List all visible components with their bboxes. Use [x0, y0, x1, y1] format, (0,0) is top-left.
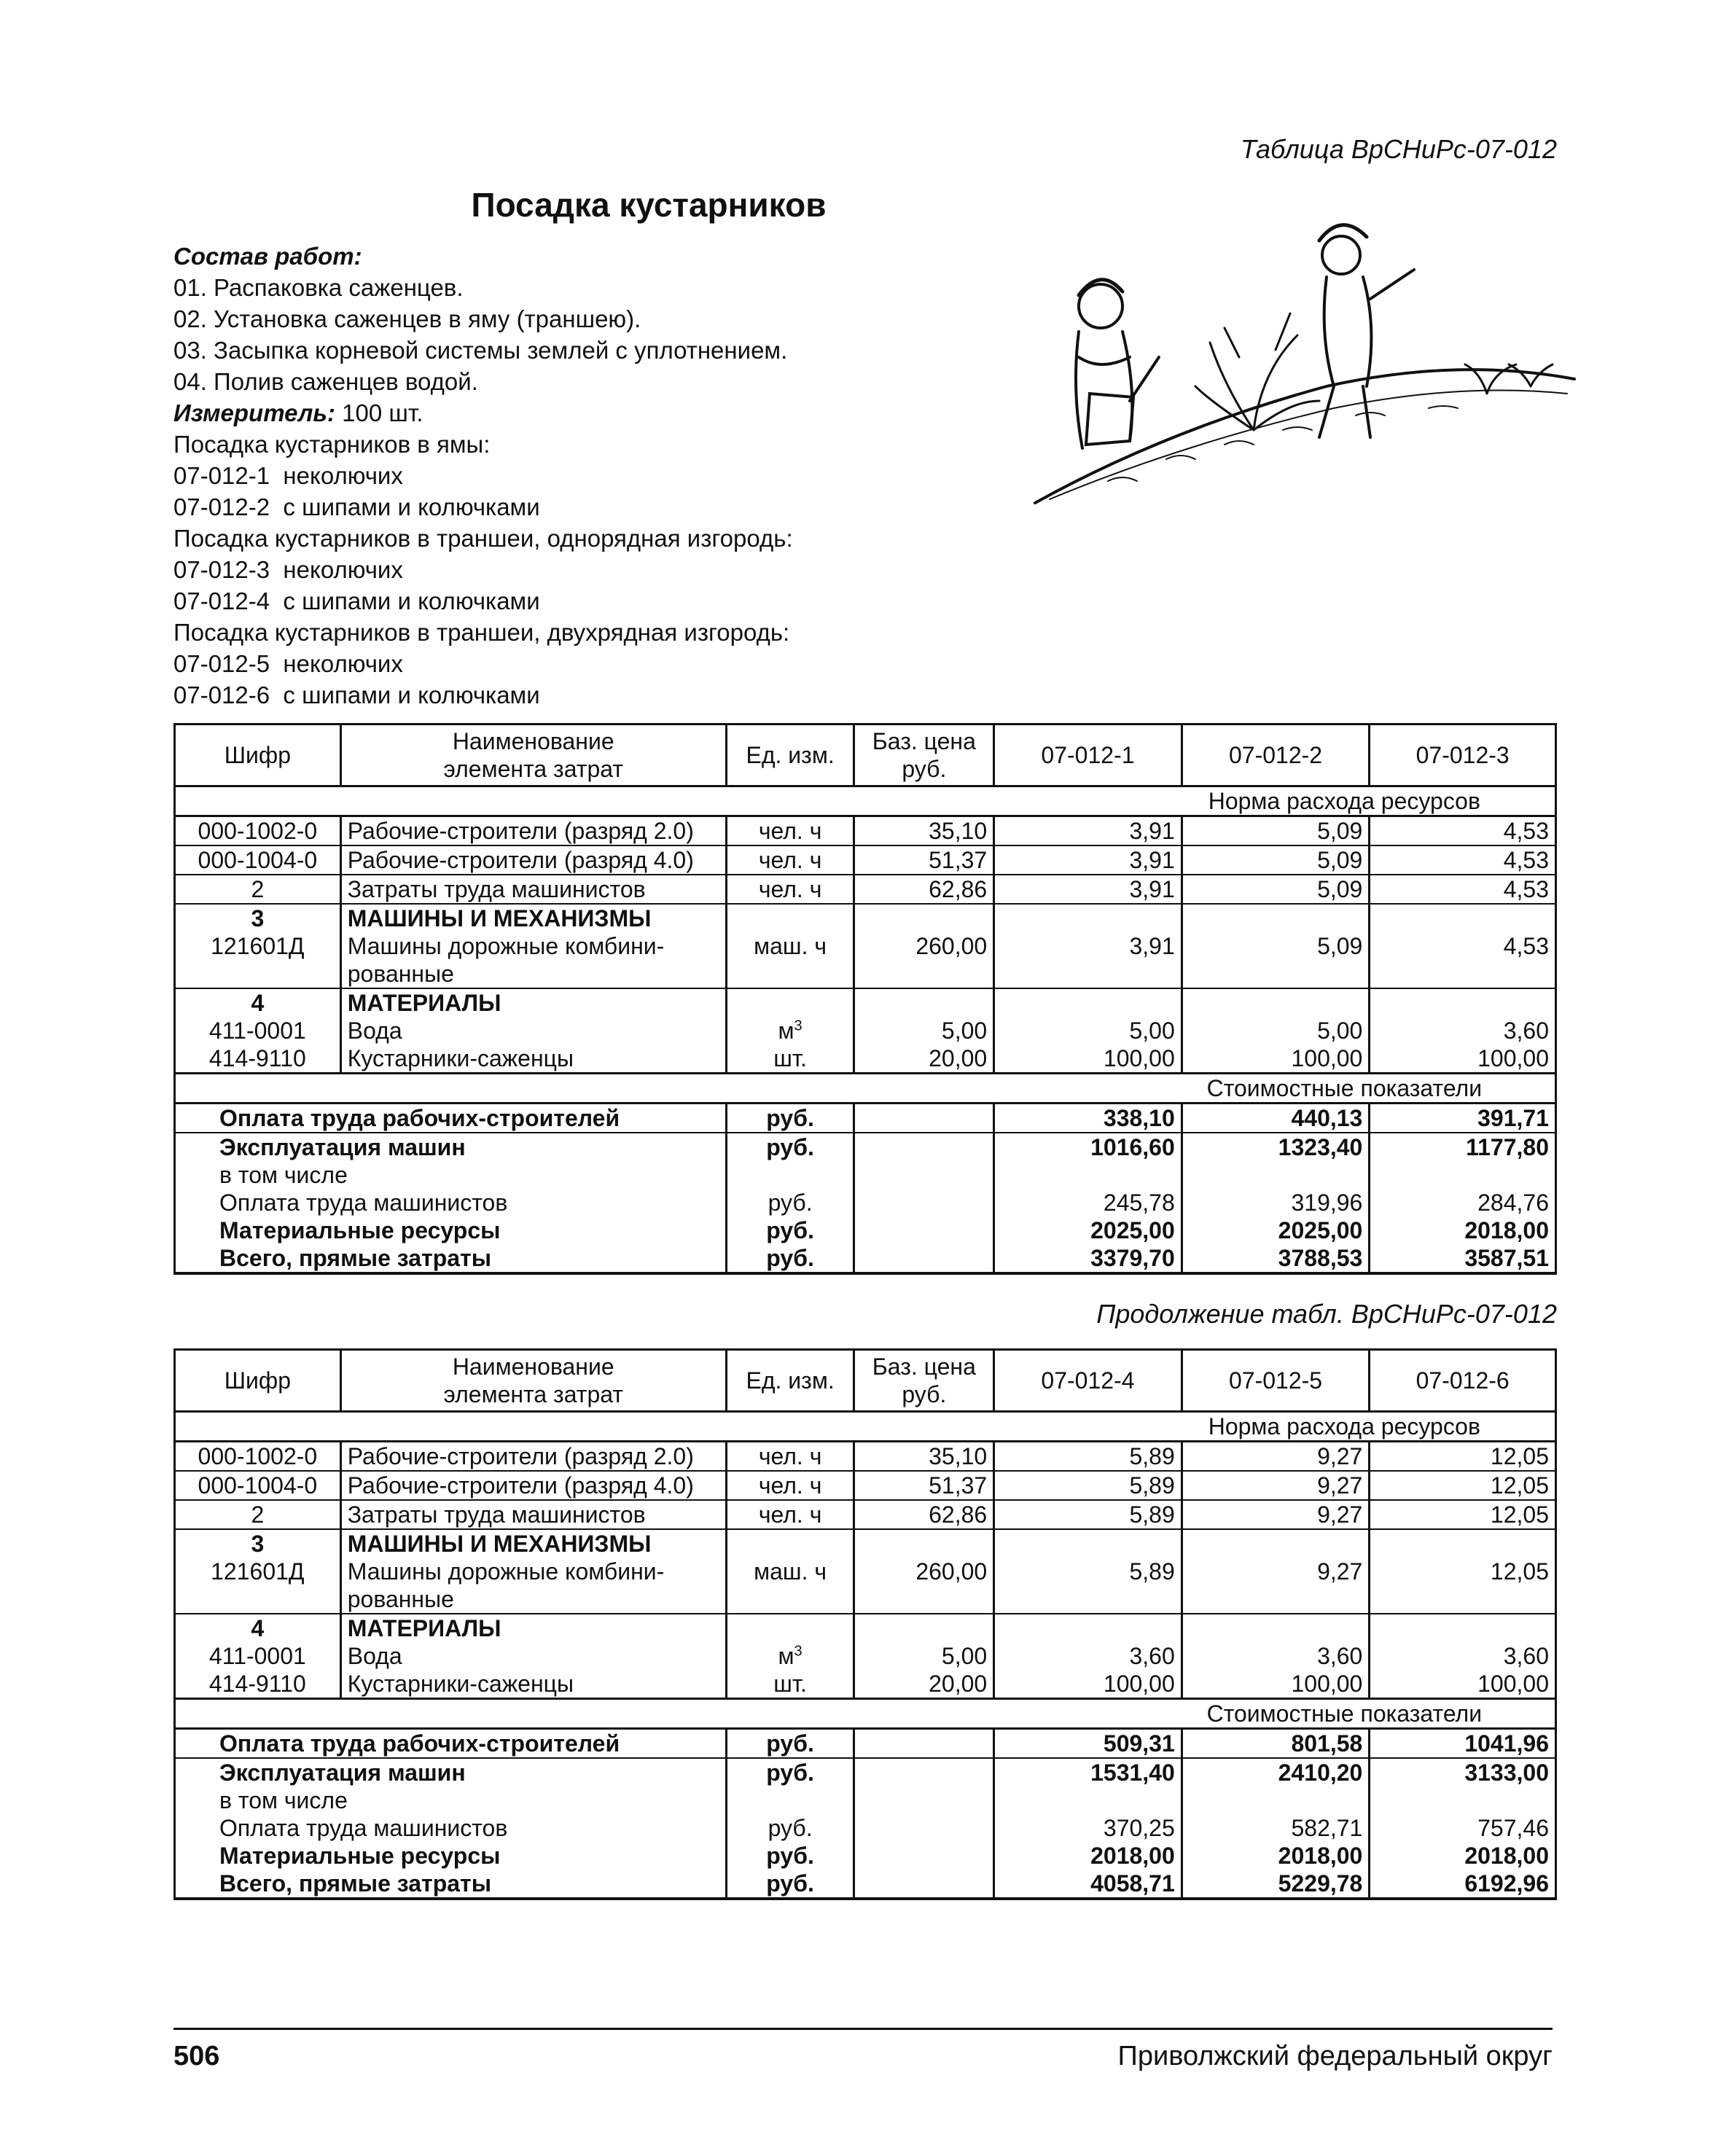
row-unit: чел. ч [726, 816, 854, 846]
row-name [340, 988, 726, 1044]
cost-value: 440,13 [1182, 1104, 1370, 1133]
row-unit: маш. ч [726, 904, 854, 988]
row-unit: шт. [726, 1670, 854, 1699]
cost-value: 3587,51 [1370, 1244, 1556, 1273]
cost-value: 2025,00 [1182, 1216, 1370, 1244]
row-name: Рабочие-строители (разряд 2.0) [340, 1442, 726, 1472]
cost-value: 2025,00 [994, 1216, 1182, 1244]
cost-value: 391,71 [1370, 1104, 1556, 1133]
row-value: 3,60 [1370, 1614, 1556, 1670]
col-price-line2: руб. [902, 1381, 947, 1407]
row-code: 000-1002-0 [175, 1442, 341, 1472]
row-price: 51,37 [854, 1471, 994, 1500]
row-value: 4,53 [1370, 904, 1556, 988]
cost-value: 319,96 [1182, 1189, 1370, 1216]
row-value: 3,60 [1182, 1614, 1370, 1670]
cost-row [175, 1814, 1556, 1842]
row-value: 5,09 [1182, 904, 1370, 988]
intro-line: 07-012-2 с шипами и колючками [173, 493, 540, 520]
row-code [175, 904, 341, 988]
cost-name: в том числе [175, 1786, 727, 1814]
table-row [175, 816, 1556, 846]
row-value: 3,91 [994, 904, 1182, 988]
col-variant: 07-012-1 [994, 724, 1182, 786]
row-value: 100,00 [1182, 1670, 1370, 1699]
cost-unit: руб. [726, 1104, 854, 1133]
row-price: 35,10 [854, 816, 994, 846]
row-name [340, 1529, 726, 1614]
row-unit: чел. ч [726, 875, 854, 904]
machine-name-line2: рованные [347, 961, 454, 987]
step-item: 01. Распаковка саженцев. [173, 274, 464, 301]
cost-row [175, 1842, 1556, 1870]
unit-sup: 3 [794, 1643, 803, 1660]
cost-row [175, 1786, 1556, 1814]
cost-name: в том числе [175, 1161, 727, 1189]
material-code: 411-0001 [208, 1643, 306, 1669]
cost-row [175, 1729, 1556, 1759]
row-value: 5,00 [994, 988, 1182, 1044]
cost-value: 245,78 [994, 1189, 1182, 1216]
resource-table-1 [173, 723, 1557, 1275]
row-code: 2 [175, 1500, 341, 1529]
row-value: 12,05 [1370, 1529, 1556, 1614]
intro-line: Посадка кустарников в ямы: [173, 431, 491, 458]
cost-value: 2018,00 [1370, 1842, 1556, 1870]
col-variant: 07-012-3 [1370, 724, 1556, 786]
cost-value: 1177,80 [1370, 1133, 1556, 1161]
header-row [175, 1350, 1556, 1412]
row-name: Затраты труда машинистов [340, 875, 726, 904]
row-code: 000-1004-0 [175, 1471, 341, 1500]
machine-name-line1: Машины дорожные комбини- [347, 933, 665, 959]
cost-unit: руб. [726, 1189, 854, 1216]
cost-name: Оплата труда машинистов [175, 1189, 727, 1216]
cost-value: 370,25 [994, 1814, 1182, 1842]
row-price: 5,00 [854, 1614, 994, 1670]
machine-name-line1: Машины дорожные комбини- [347, 1558, 665, 1585]
row-unit [726, 988, 854, 1044]
group-name: МАШИНЫ И МЕХАНИЗМЫ [347, 1531, 652, 1557]
cost-value: 6192,96 [1370, 1870, 1556, 1899]
row-name [340, 1614, 726, 1670]
row-price: 260,00 [854, 1529, 994, 1614]
table-row [175, 1529, 1556, 1614]
row-price: 51,37 [854, 845, 994, 875]
row-unit: чел. ч [726, 1500, 854, 1529]
section-norm-row [175, 1412, 1556, 1442]
cost-unit: руб. [726, 1870, 854, 1899]
row-value: 5,09 [1182, 875, 1370, 904]
intro-line: 07-012-5 неколючих [173, 650, 403, 677]
cost-name: Эксплуатация машин [175, 1133, 727, 1161]
col-unit: Ед. изм. [726, 724, 854, 786]
row-value: 3,91 [994, 816, 1182, 846]
row-value: 100,00 [994, 1044, 1182, 1074]
row-value: 9,27 [1182, 1442, 1370, 1472]
row-code: 000-1002-0 [175, 816, 341, 846]
machine-code: 121601Д [211, 933, 305, 959]
row-price: 5,00 [854, 988, 994, 1044]
row-value: 3,91 [994, 845, 1182, 875]
col-variant: 07-012-2 [1182, 724, 1370, 786]
unit-text: м [778, 1018, 794, 1044]
col-name [340, 1350, 726, 1412]
row-code [175, 1529, 341, 1614]
unit-text: м [778, 1643, 794, 1669]
cost-row [175, 1189, 1556, 1216]
header-row [175, 724, 1556, 786]
col-name [340, 724, 726, 786]
section-cost-row [175, 1074, 1556, 1104]
table-row [175, 1471, 1556, 1500]
cost-name: Оплата труда машинистов [175, 1814, 727, 1842]
row-value: 5,00 [1182, 988, 1370, 1044]
row-name: Затраты труда машинистов [340, 1500, 726, 1529]
cost-value: 5229,78 [1182, 1870, 1370, 1899]
row-unit: шт. [726, 1044, 854, 1074]
row-value: 5,89 [994, 1471, 1182, 1500]
col-price [854, 1350, 994, 1412]
col-name-line1: Наименование [452, 1354, 614, 1380]
cost-row [175, 1870, 1556, 1899]
group-code: 4 [251, 1615, 265, 1641]
intro-line: 07-012-6 с шипами и колючками [173, 681, 540, 708]
cost-value: 4058,71 [994, 1870, 1182, 1899]
row-code: 414-9110 [175, 1670, 341, 1699]
col-name-line2: элемента затрат [443, 756, 623, 782]
col-variant: 07-012-4 [994, 1350, 1182, 1412]
row-price: 62,86 [854, 1500, 994, 1529]
cost-value: 801,58 [1182, 1729, 1370, 1759]
row-value: 5,09 [1182, 845, 1370, 875]
cost-value: 2018,00 [1182, 1842, 1370, 1870]
cost-value: 3379,70 [994, 1244, 1182, 1273]
row-value: 100,00 [994, 1670, 1182, 1699]
intro-line: 07-012-4 с шипами и колючками [173, 587, 540, 614]
resource-table-2 [173, 1348, 1557, 1900]
row-name: Рабочие-строители (разряд 4.0) [340, 1471, 726, 1500]
col-price [854, 724, 994, 786]
meter-value: 100 шт. [335, 399, 423, 426]
table-row [175, 904, 1556, 988]
table-row [175, 875, 1556, 904]
cost-unit: руб. [726, 1758, 854, 1786]
col-code: Шифр [175, 1350, 341, 1412]
cost-value: 3133,00 [1370, 1758, 1556, 1786]
row-value: 100,00 [1370, 1044, 1556, 1074]
row-value: 12,05 [1370, 1500, 1556, 1529]
row-name: Кустарники-саженцы [340, 1044, 726, 1074]
step-item: 02. Установка саженцев в яму (траншею). [173, 305, 641, 332]
row-value: 4,53 [1370, 845, 1556, 875]
col-name-line2: элемента затрат [443, 1381, 623, 1407]
section-cost-label: Стоимостные показатели [994, 1699, 1556, 1729]
intro-line: Посадка кустарников в траншеи, двухрядная изгородь: [173, 619, 790, 646]
unit-sup: 3 [794, 1018, 803, 1034]
col-price-line2: руб. [902, 756, 947, 782]
section-cost-row [175, 1699, 1556, 1729]
row-price: 62,86 [854, 875, 994, 904]
cost-unit: руб. [726, 1244, 854, 1273]
step-item: 04. Полив саженцев водой. [173, 368, 478, 395]
cost-value: 3788,53 [1182, 1244, 1370, 1273]
cost-value: 2410,20 [1182, 1758, 1370, 1786]
cost-value: 582,71 [1182, 1814, 1370, 1842]
row-code: 000-1004-0 [175, 845, 341, 875]
row-value: 3,60 [1370, 988, 1556, 1044]
gardeners-illustration [1020, 211, 1582, 510]
row-value: 100,00 [1370, 1670, 1556, 1699]
step-item: 03. Засыпка корневой системы землей с уплотнением. [173, 337, 788, 364]
col-unit: Ед. изм. [726, 1350, 854, 1412]
cost-value: 1041,96 [1370, 1729, 1556, 1759]
row-name: Рабочие-строители (разряд 4.0) [340, 845, 726, 875]
cost-name: Всего, прямые затраты [175, 1244, 727, 1273]
cost-value: 338,10 [994, 1104, 1182, 1133]
table-label: Таблица ВрСНиРс-07-012 [1240, 134, 1557, 164]
col-variant: 07-012-6 [1370, 1350, 1556, 1412]
cost-name: Эксплуатация машин [175, 1758, 727, 1786]
cost-unit: руб. [726, 1814, 854, 1842]
row-value: 5,89 [994, 1442, 1182, 1472]
cost-row [175, 1758, 1556, 1786]
intro-line: 07-012-1 неколючих [173, 462, 403, 489]
row-code [175, 1614, 341, 1670]
row-unit: чел. ч [726, 1471, 854, 1500]
row-unit: чел. ч [726, 845, 854, 875]
col-price-line1: Баз. цена [872, 1354, 976, 1380]
group-code: 3 [251, 905, 265, 931]
cost-value: 1323,40 [1182, 1133, 1370, 1161]
col-price-line1: Баз. цена [872, 728, 976, 754]
row-value: 12,05 [1370, 1442, 1556, 1472]
row-price: 20,00 [854, 1670, 994, 1699]
cost-row [175, 1161, 1556, 1189]
cost-name: Всего, прямые затраты [175, 1870, 727, 1899]
cost-unit: руб. [726, 1216, 854, 1244]
row-value: 3,91 [994, 875, 1182, 904]
row-name: Кустарники-саженцы [340, 1670, 726, 1699]
col-variant: 07-012-5 [1182, 1350, 1370, 1412]
row-unit [726, 1614, 854, 1670]
table-row [175, 1614, 1556, 1670]
table-row [175, 1670, 1556, 1699]
cost-value: 509,31 [994, 1729, 1182, 1759]
row-unit: маш. ч [726, 1529, 854, 1614]
row-value: 5,09 [1182, 816, 1370, 846]
group-name: МАТЕРИАЛЫ [347, 1615, 501, 1641]
cost-row [175, 1216, 1556, 1244]
row-value: 4,53 [1370, 875, 1556, 904]
machine-code: 121601Д [211, 1558, 305, 1585]
cost-name: Материальные ресурсы [175, 1842, 727, 1870]
page-number: 506 [173, 2041, 220, 2071]
cost-name: Оплата труда рабочих-строителей [175, 1104, 727, 1133]
group-name: МАТЕРИАЛЫ [347, 990, 501, 1016]
composition-label: Состав работ: [173, 243, 362, 270]
col-code: Шифр [175, 724, 341, 786]
row-name [340, 904, 726, 988]
cost-value: 2018,00 [1370, 1216, 1556, 1244]
row-name: Рабочие-строители (разряд 2.0) [340, 816, 726, 846]
cost-value: 284,76 [1370, 1189, 1556, 1216]
intro-block [173, 241, 1048, 711]
cost-value: 1531,40 [994, 1758, 1182, 1786]
material-name: Вода [347, 1643, 402, 1669]
table-row [175, 1442, 1556, 1472]
continuation-label: Продолжение табл. ВрСНиРс-07-012 [1096, 1299, 1557, 1329]
table-row [175, 1044, 1556, 1074]
row-value: 3,60 [994, 1614, 1182, 1670]
row-code: 414-9110 [175, 1044, 341, 1074]
group-name: МАШИНЫ И МЕХАНИЗМЫ [347, 905, 652, 931]
row-price: 20,00 [854, 1044, 994, 1074]
intro-line: 07-012-3 неколючих [173, 556, 403, 583]
table-row [175, 1500, 1556, 1529]
row-code [175, 988, 341, 1044]
table-row [175, 988, 1556, 1044]
material-code: 411-0001 [208, 1018, 306, 1044]
table-row [175, 845, 1556, 875]
cost-name: Материальные ресурсы [175, 1216, 727, 1244]
intro-line: Посадка кустарников в траншеи, однорядная изгородь: [173, 525, 793, 552]
col-name-line1: Наименование [452, 728, 614, 754]
row-value: 9,27 [1182, 1500, 1370, 1529]
section-norm-row [175, 786, 1556, 816]
cost-row [175, 1104, 1556, 1133]
cost-unit: руб. [726, 1133, 854, 1161]
cost-unit: руб. [726, 1842, 854, 1870]
row-value: 9,27 [1182, 1529, 1370, 1614]
cost-row [175, 1133, 1556, 1161]
group-code: 3 [251, 1531, 265, 1557]
cost-value: 757,46 [1370, 1814, 1556, 1842]
group-code: 4 [251, 990, 265, 1016]
footer-region: Приволжский федеральный округ [1117, 2041, 1553, 2071]
cost-unit: руб. [726, 1729, 854, 1759]
row-value: 9,27 [1182, 1471, 1370, 1500]
row-value: 12,05 [1370, 1471, 1556, 1500]
row-value: 5,89 [994, 1529, 1182, 1614]
page-title: Посадка кустарников [471, 186, 827, 224]
cost-name: Оплата труда рабочих-строителей [175, 1729, 727, 1759]
section-norm-label: Норма расхода ресурсов [994, 1412, 1556, 1442]
row-price: 260,00 [854, 904, 994, 988]
section-norm-label: Норма расхода ресурсов [994, 786, 1556, 816]
cost-value: 2018,00 [994, 1842, 1182, 1870]
row-code: 2 [175, 875, 341, 904]
footer-divider [173, 2028, 1553, 2030]
machine-name-line2: рованные [347, 1586, 454, 1612]
row-unit: чел. ч [726, 1442, 854, 1472]
cost-value: 1016,60 [994, 1133, 1182, 1161]
row-price: 35,10 [854, 1442, 994, 1472]
meter-label: Измеритель: [173, 399, 335, 426]
meter-line [173, 397, 1048, 429]
material-name: Вода [347, 1018, 402, 1044]
cost-row [175, 1244, 1556, 1273]
row-value: 100,00 [1182, 1044, 1370, 1074]
row-value: 5,89 [994, 1500, 1182, 1529]
section-cost-label: Стоимостные показатели [994, 1074, 1556, 1104]
row-value: 4,53 [1370, 816, 1556, 846]
